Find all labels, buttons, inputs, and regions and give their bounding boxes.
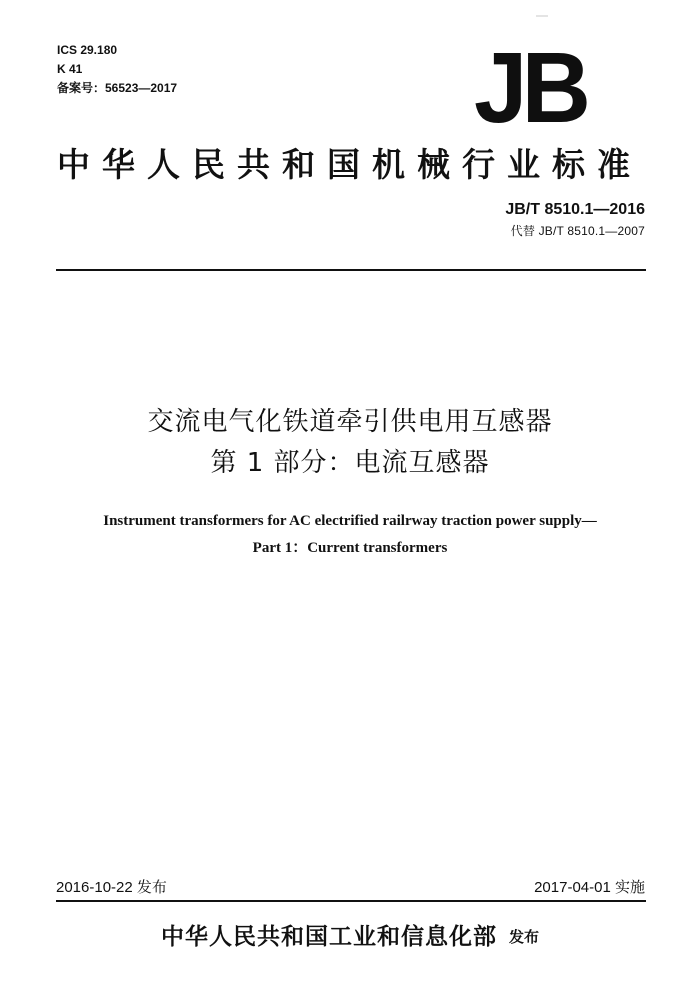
classification-code: K 41 [57, 62, 83, 76]
ics-code: ICS 29.180 [57, 43, 118, 57]
publisher-name: 中华人民共和国工业和信息化部 [160, 924, 497, 950]
english-title-line-2: Part 1：Current transformers [252, 540, 448, 556]
top-divider [56, 269, 646, 271]
record-number: 备案号：56523—2017 [57, 81, 178, 95]
chinese-title-line-2: 第 1 部分：电流互感器 [210, 448, 490, 478]
scan-mark [536, 15, 548, 17]
chinese-title-line-1: 交流电气化铁道牵引供电用互感器 [147, 407, 553, 437]
industry-standard-title: 中华人民共和国机械行业标准 [57, 145, 642, 184]
implementation-date: 2017-04-01 实施 [534, 879, 645, 896]
publisher-line [0, 922, 700, 952]
jb-logo: JB [474, 32, 586, 144]
bottom-divider [56, 900, 646, 902]
replaced-standard: 代替 JB/T 8510.1—2007 [510, 224, 645, 238]
issue-date: 2016-10-22 发布 [56, 879, 167, 896]
english-title-line-1: Instrument transformers for AC electrified railrway traction power supply— [103, 513, 597, 529]
publisher-action: 发布 [509, 928, 540, 946]
standard-number: JB/T 8510.1—2016 [505, 201, 645, 218]
metadata-block [57, 41, 317, 98]
